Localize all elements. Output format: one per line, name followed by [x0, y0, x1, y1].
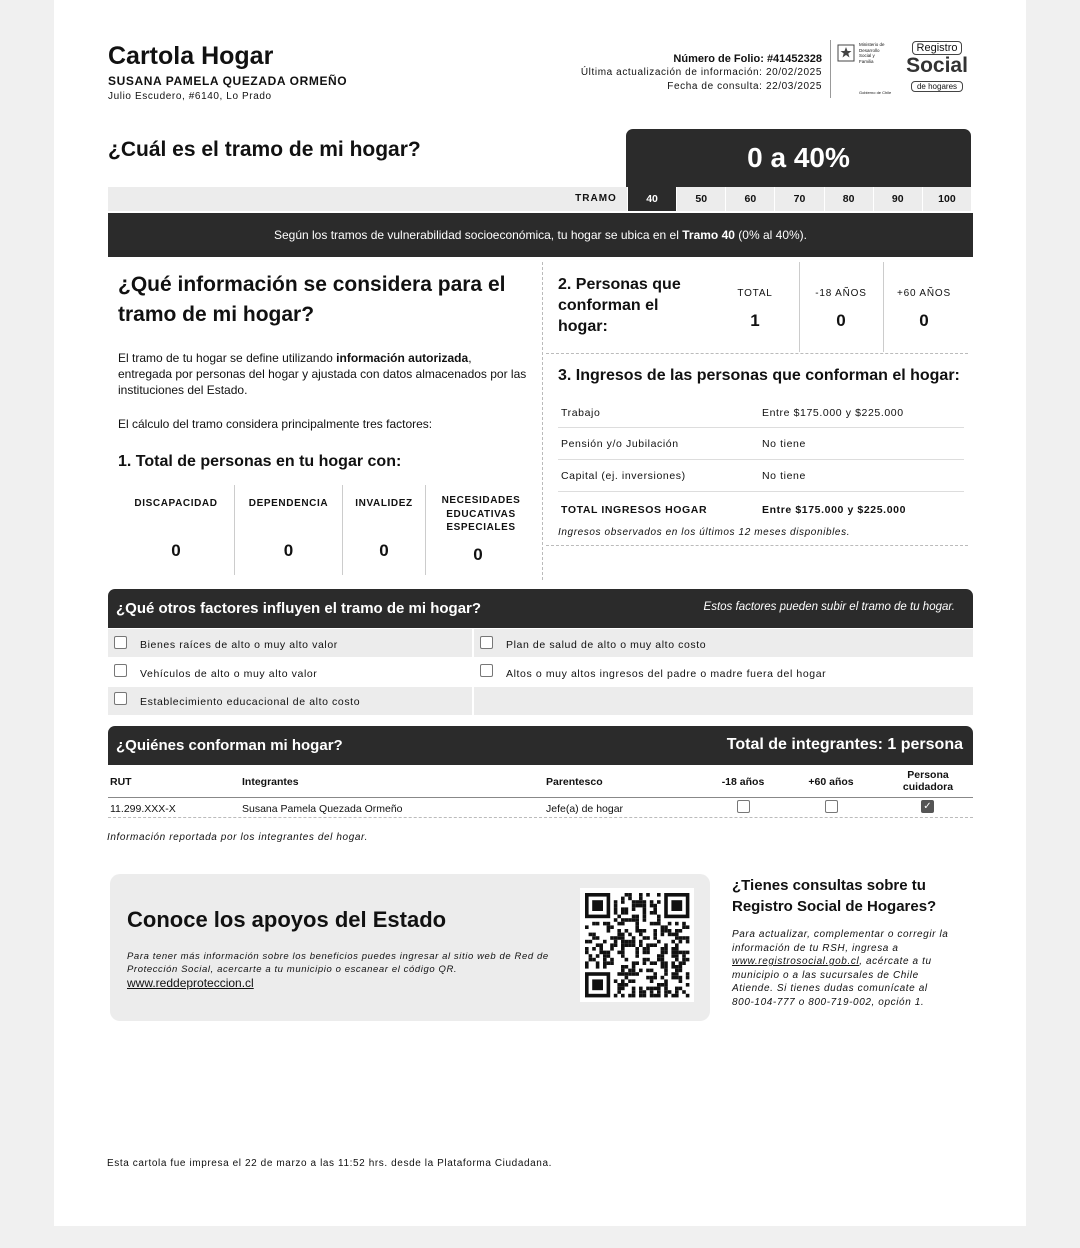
condition-label-discapacidad: DISCAPACIDAD: [134, 498, 218, 509]
conditions-table: [118, 485, 530, 575]
qr-code-icon: [580, 888, 694, 1002]
ingreso-label: Capital (ej. inversiones): [561, 470, 686, 482]
tramo-scale-cell-90: 90: [873, 187, 922, 211]
ministry-line-3: Social y: [859, 53, 875, 58]
ministry-logo: [830, 40, 892, 98]
col-parentesco: Parentesco: [546, 776, 603, 788]
consultas-link[interactable]: www.registrosocial.gob.cl: [732, 956, 860, 967]
tramo-sentence-bold: Tramo 40: [682, 228, 735, 242]
person-name: SUSANA PAMELA QUEZADA ORMEÑO: [108, 74, 348, 88]
personas-mayor60-label: +60 AÑOS: [897, 288, 951, 299]
tramo-scale-cell-70: 70: [774, 187, 823, 211]
col-rut: RUT: [110, 776, 132, 788]
condition-label-nee: NECESIDADES EDUCATIVAS ESPECIALES: [441, 495, 521, 533]
tramo-result: 0 a 40%: [626, 129, 971, 187]
qr-code[interactable]: [580, 888, 694, 1002]
condition-value-dependencia: 0: [283, 541, 294, 560]
personas-table: [714, 262, 970, 352]
tramo-scale-cell-60: 60: [725, 187, 774, 211]
personas-menor18-label: -18 AÑOS: [815, 288, 867, 299]
update-date: 20/02/2025: [765, 67, 822, 78]
info-paragraph-1: [118, 350, 528, 398]
checkbox-ingresos-padre[interactable]: [480, 664, 493, 677]
row-cuidadora-checkbox[interactable]: ✓: [921, 800, 934, 813]
integrantes-table: [108, 766, 973, 818]
personas-heading: 2. Personas que conforman el hogar:: [558, 276, 681, 335]
integrantes-total: Total de integrantes: 1 persona: [726, 736, 963, 753]
ingreso-label: Pensión y/o Jubilación: [561, 438, 679, 450]
tramo-sentence: [108, 213, 973, 257]
apoyos-link[interactable]: www.reddeproteccion.cl: [127, 976, 254, 990]
ingreso-value: No tiene: [762, 438, 806, 450]
ingreso-total-label: TOTAL INGRESOS HOGAR: [561, 504, 708, 516]
page-title: Cartola Hogar: [108, 42, 274, 70]
info-para1-bold: información autorizada: [336, 351, 469, 365]
otros-header: [108, 589, 973, 628]
chile-emblem-icon: [835, 42, 857, 64]
condition-value-discapacidad: 0: [171, 541, 181, 560]
tramo-sentence-post: (0% al 40%).: [738, 228, 807, 242]
condition-label-dependencia: DEPENDENCIA: [248, 498, 329, 509]
otros-item-plan-salud: Plan de salud de alto o muy alto costo: [506, 639, 707, 651]
personas-mayor60-value: 0: [919, 311, 929, 330]
otros-note: Estos factores pueden subir el tramo de tu hogar.: [703, 601, 955, 613]
ingresos-heading: 3. Ingresos de las personas que conforman el hogar:: [558, 367, 960, 384]
tramo-sentence-pre: Según los tramos de vulnerabilidad socioeconómica, tu hogar se ubica en el: [273, 228, 679, 242]
col-integrantes: Integrantes: [242, 776, 299, 788]
ingreso-row: [558, 397, 964, 428]
checkbox-establecimiento[interactable]: [114, 692, 127, 705]
apoyos-card: [110, 874, 710, 1021]
tramo-scale: [627, 187, 971, 211]
ministry-line-1: Ministerio de: [859, 42, 885, 47]
col-menor18: -18 años: [721, 776, 765, 788]
personas-total-value: 1: [750, 311, 760, 330]
ingreso-value: Entre $175.000 y $225.000: [762, 407, 904, 419]
integrantes-note: Información reportada por los integrantes del hogar.: [107, 832, 368, 843]
checkbox-bienes-raices[interactable]: [114, 636, 127, 649]
print-footer: Esta cartola fue impresa el 22 de marzo a las 11:52 hrs. desde la Plataforma Ciudadana.: [107, 1158, 553, 1169]
apoyos-heading: Conoce los apoyos del Estado: [127, 907, 447, 932]
condition-value-nee: 0: [473, 545, 483, 564]
otros-list: [108, 629, 973, 715]
folio-number: #41452328: [766, 53, 822, 65]
tramo-scale-cell-40: 40: [627, 187, 676, 211]
rsh-logo-line2: Social: [906, 54, 968, 77]
ingreso-row: [558, 428, 964, 460]
consultas-text: [732, 928, 952, 1009]
otros-item-establecimiento: Establecimiento educacional de alto costo: [140, 696, 361, 708]
integrantes-heading: ¿Quiénes conforman mi hogar?: [116, 737, 343, 754]
otros-item-vehiculos: Vehículos de alto o muy alto valor: [140, 668, 318, 680]
integrantes-header: [108, 726, 973, 765]
checkbox-plan-salud[interactable]: [480, 636, 493, 649]
tramo-scale-cell-80: 80: [824, 187, 873, 211]
ingresos-table: [558, 397, 964, 526]
otros-item-ingresos-padre: Altos o muy altos ingresos del padre o madre fuera del hogar: [506, 668, 827, 680]
ingresos-note: Ingresos observados en los últimos 12 meses disponibles.: [558, 527, 851, 538]
tramo-scale-cell-100: 100: [922, 187, 971, 211]
tramo-question: ¿Cuál es el tramo de mi hogar?: [108, 138, 421, 161]
condition-label-invalidez: INVALIDEZ: [355, 498, 413, 509]
personas-total-label: TOTAL: [737, 288, 773, 299]
checkbox-vehiculos[interactable]: [114, 664, 127, 677]
otros-heading: ¿Qué otros factores influyen el tramo de mi hogar?: [116, 600, 482, 617]
condition-value-invalidez: 0: [379, 541, 389, 560]
col-cuidadora: Persona cuidadora: [902, 769, 954, 793]
query-label: Fecha de consulta:: [667, 81, 763, 92]
ingreso-total-value: Entre $175.000 y $225.000: [762, 504, 907, 516]
row-nombre: Susana Pamela Quezada Ormeño: [242, 803, 403, 815]
rsh-logo-line1: Registro: [912, 41, 963, 55]
row-rut: 11.299.XXX-X: [110, 803, 176, 815]
personas-menor18-value: 0: [836, 311, 846, 330]
info-paragraph-2: El cálculo del tramo considera principalmente tres factores:: [118, 417, 433, 431]
rsh-logo-line3: de hogares: [911, 81, 963, 92]
info-para1-pre: El tramo de tu hogar se define utilizando: [118, 351, 333, 365]
ingreso-value: No tiene: [762, 470, 806, 482]
consultas-heading: ¿Tienes consultas sobre tu Registro Social de Hogares?: [732, 877, 937, 915]
folio-block: [494, 52, 822, 94]
otros-item-bienes-raices: Bienes raíces de alto o muy alto valor: [140, 639, 338, 651]
ministry-line-2: Desarrollo: [859, 47, 880, 53]
table-row: [108, 798, 973, 818]
column-divider: [542, 262, 543, 580]
factor1-heading: 1. Total de personas en tu hogar con:: [118, 453, 402, 470]
row-menor18-checkbox[interactable]: [737, 800, 750, 813]
person-address: Julio Escudero, #6140, Lo Prado: [108, 91, 272, 102]
gov-label: Gobierno de Chile: [859, 90, 892, 95]
consultas-text-post: , acércate a tu municipio o a las sucursales de Chile Atiende. Si tienes dudas comunícate al 800-104-777 o 800-719-002, opción 1.: [732, 956, 932, 1008]
cartola-page: [54, 0, 1026, 1226]
consultas-text-pre: Para actualizar, complementar o corregir la información de tu RSH, ingresa a: [732, 929, 949, 954]
ministry-line-4: Familia: [859, 58, 874, 64]
info-para1-post: , entregada por personas del hogar y ajustada con datos almacenados por las instituciones del Estado.: [118, 351, 527, 397]
info-heading: ¿Qué información se considera para el tramo de mi hogar?: [118, 273, 506, 326]
ingreso-label: Trabajo: [561, 407, 601, 419]
tramo-scale-bar: [108, 187, 971, 211]
ingreso-total-row: [558, 492, 964, 526]
tramo-label: TRAMO: [575, 193, 617, 204]
row-parentesco: Jefe(a) de hogar: [546, 803, 624, 815]
ingreso-row: [558, 460, 964, 492]
tramo-scale-cell-50: 50: [676, 187, 725, 211]
rsh-logo: [900, 38, 974, 98]
folio-label: Número de Folio:: [673, 53, 764, 65]
update-label: Última actualización de información:: [580, 67, 763, 78]
apoyos-text: Para tener más información sobre los beneficios puedes ingresar al sitio web de Red de Protección Social, acercarte a tu municipio o escanear el código QR.: [127, 951, 549, 975]
col-mayor60: +60 años: [808, 776, 854, 788]
row-mayor60-checkbox[interactable]: [825, 800, 838, 813]
query-date: 22/03/2025: [765, 81, 822, 92]
